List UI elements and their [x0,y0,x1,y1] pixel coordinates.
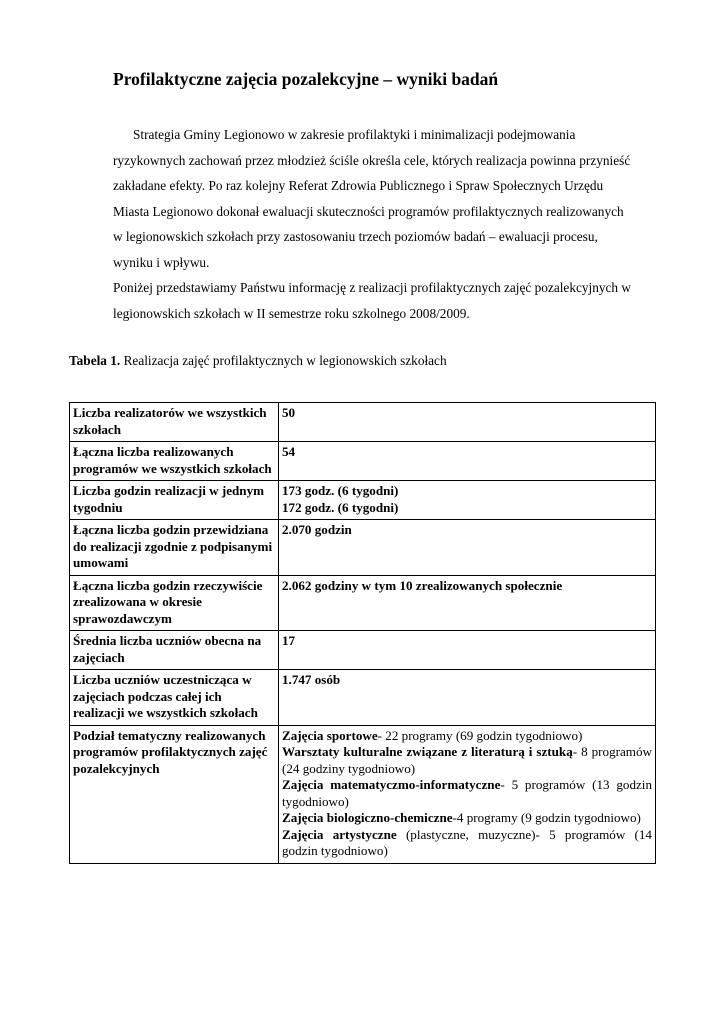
page-title: Profilaktyczne zajęcia pozalekcyjne – wyniki badań [113,69,499,89]
topic-name: Zajęcia biologiczno-chemiczne [282,810,453,825]
topic-detail: (plastyczne, muzyczne)- 5 programów (14 godzin tygodniowo) [282,826,652,858]
row-value: 54 [279,442,656,481]
table-row [70,631,656,670]
row-value: 2.062 godziny w tym 10 zrealizowanych społecznie [279,575,656,631]
topic-name: Zajęcia sportowe [282,727,378,743]
row-label: Łączna liczba realizowanych programów we wszystkich szkołach [70,442,279,481]
topic-name: Zajęcia matematyczmo-informatyczne [282,777,501,792]
table-row [70,670,656,726]
row-value: 50 [279,403,656,442]
row-value: 2.070 godzin [279,520,656,576]
row-value-line-2: 172 godz. (6 tygodni) [282,499,399,515]
topic-name: Zajęcia artystyczne [282,826,397,842]
table-row [70,725,656,863]
topic-detail: - 5 programów (13 godzin tygodniowo) [282,777,652,809]
row-value [279,481,656,520]
topic-detail: - 8 programów (24 godziny tygodniowo) [282,744,652,776]
row-label: Łączna liczba godzin rzeczywiście zrealizowana w okresie sprawozdawczym [70,575,279,631]
row-label: Łączna liczba godzin przewidziana do realizacji zgodnie z podpisanymi umowami [70,520,279,576]
row-value: 17 [279,631,656,670]
table-row [70,403,656,442]
table-row [70,481,656,520]
topic-item [282,777,652,810]
results-table [69,402,656,864]
topic-item [282,827,652,860]
table-caption-label: Tabela 1. [69,353,121,368]
row-value-line-1: 173 godz. (6 tygodni) [282,483,399,498]
table-row [70,575,656,631]
topic-detail: - 22 programy (69 godzin tygodniowo) [377,727,583,743]
row-value: 1.747 osób [279,670,656,726]
intro-paragraph-1: Strategia Gminy Legionowo w zakresie profilaktyki i minimalizacji podejmowania ryzykownych zachowań przez młodzież ściśle określa cele, których realizacja powinna przynieść zakładane efekty. Po raz kolejny Referat Zdrowia Publicznego i Spraw Społecznych Urzędu Miasta Legionowo dokonał ewaluacji skuteczności programów profilaktycznych realizowanych w legionowskich szkołach przy zastosowaniu trzech poziomów badań – ewaluacji procesu, wyniku i wpływu. [113,127,631,270]
table-caption [69,352,669,370]
table-caption-text: Realizacja zajęć profilaktycznych w legionowskich szkołach [123,353,447,368]
row-label: Liczba godzin realizacji w jednym tygodniu [70,481,279,520]
topic-name: Warsztaty kulturalne związane z literaturą i sztuką [282,744,573,759]
topic-detail: -4 programy (9 godzin tygodniowo) [452,810,641,825]
topic-item [282,744,652,777]
row-label: Liczba realizatorów we wszystkich szkołach [70,403,279,442]
table-row [70,520,656,576]
topics-cell [279,725,656,863]
table-row [70,442,656,481]
topic-item [282,810,652,827]
intro-paragraph-2: Poniżej przedstawiamy Państwu informację z realizacji profilaktycznych zajęć pozalekcyjnych w legionowskich szkołach w II semestrze roku szkolnego 2008/2009. [113,280,631,321]
row-label: Średnia liczba uczniów obecna na zajęciach [70,631,279,670]
intro-text [113,122,633,326]
row-label: Liczba uczniów uczestnicząca w zajęciach podczas całej ich realizacji we wszystkich szkołach [70,670,279,726]
row-label: Podział tematyczny realizowanych programów profilaktycznych zajęć pozalekcyjnych [70,725,279,863]
topic-item [282,728,652,745]
